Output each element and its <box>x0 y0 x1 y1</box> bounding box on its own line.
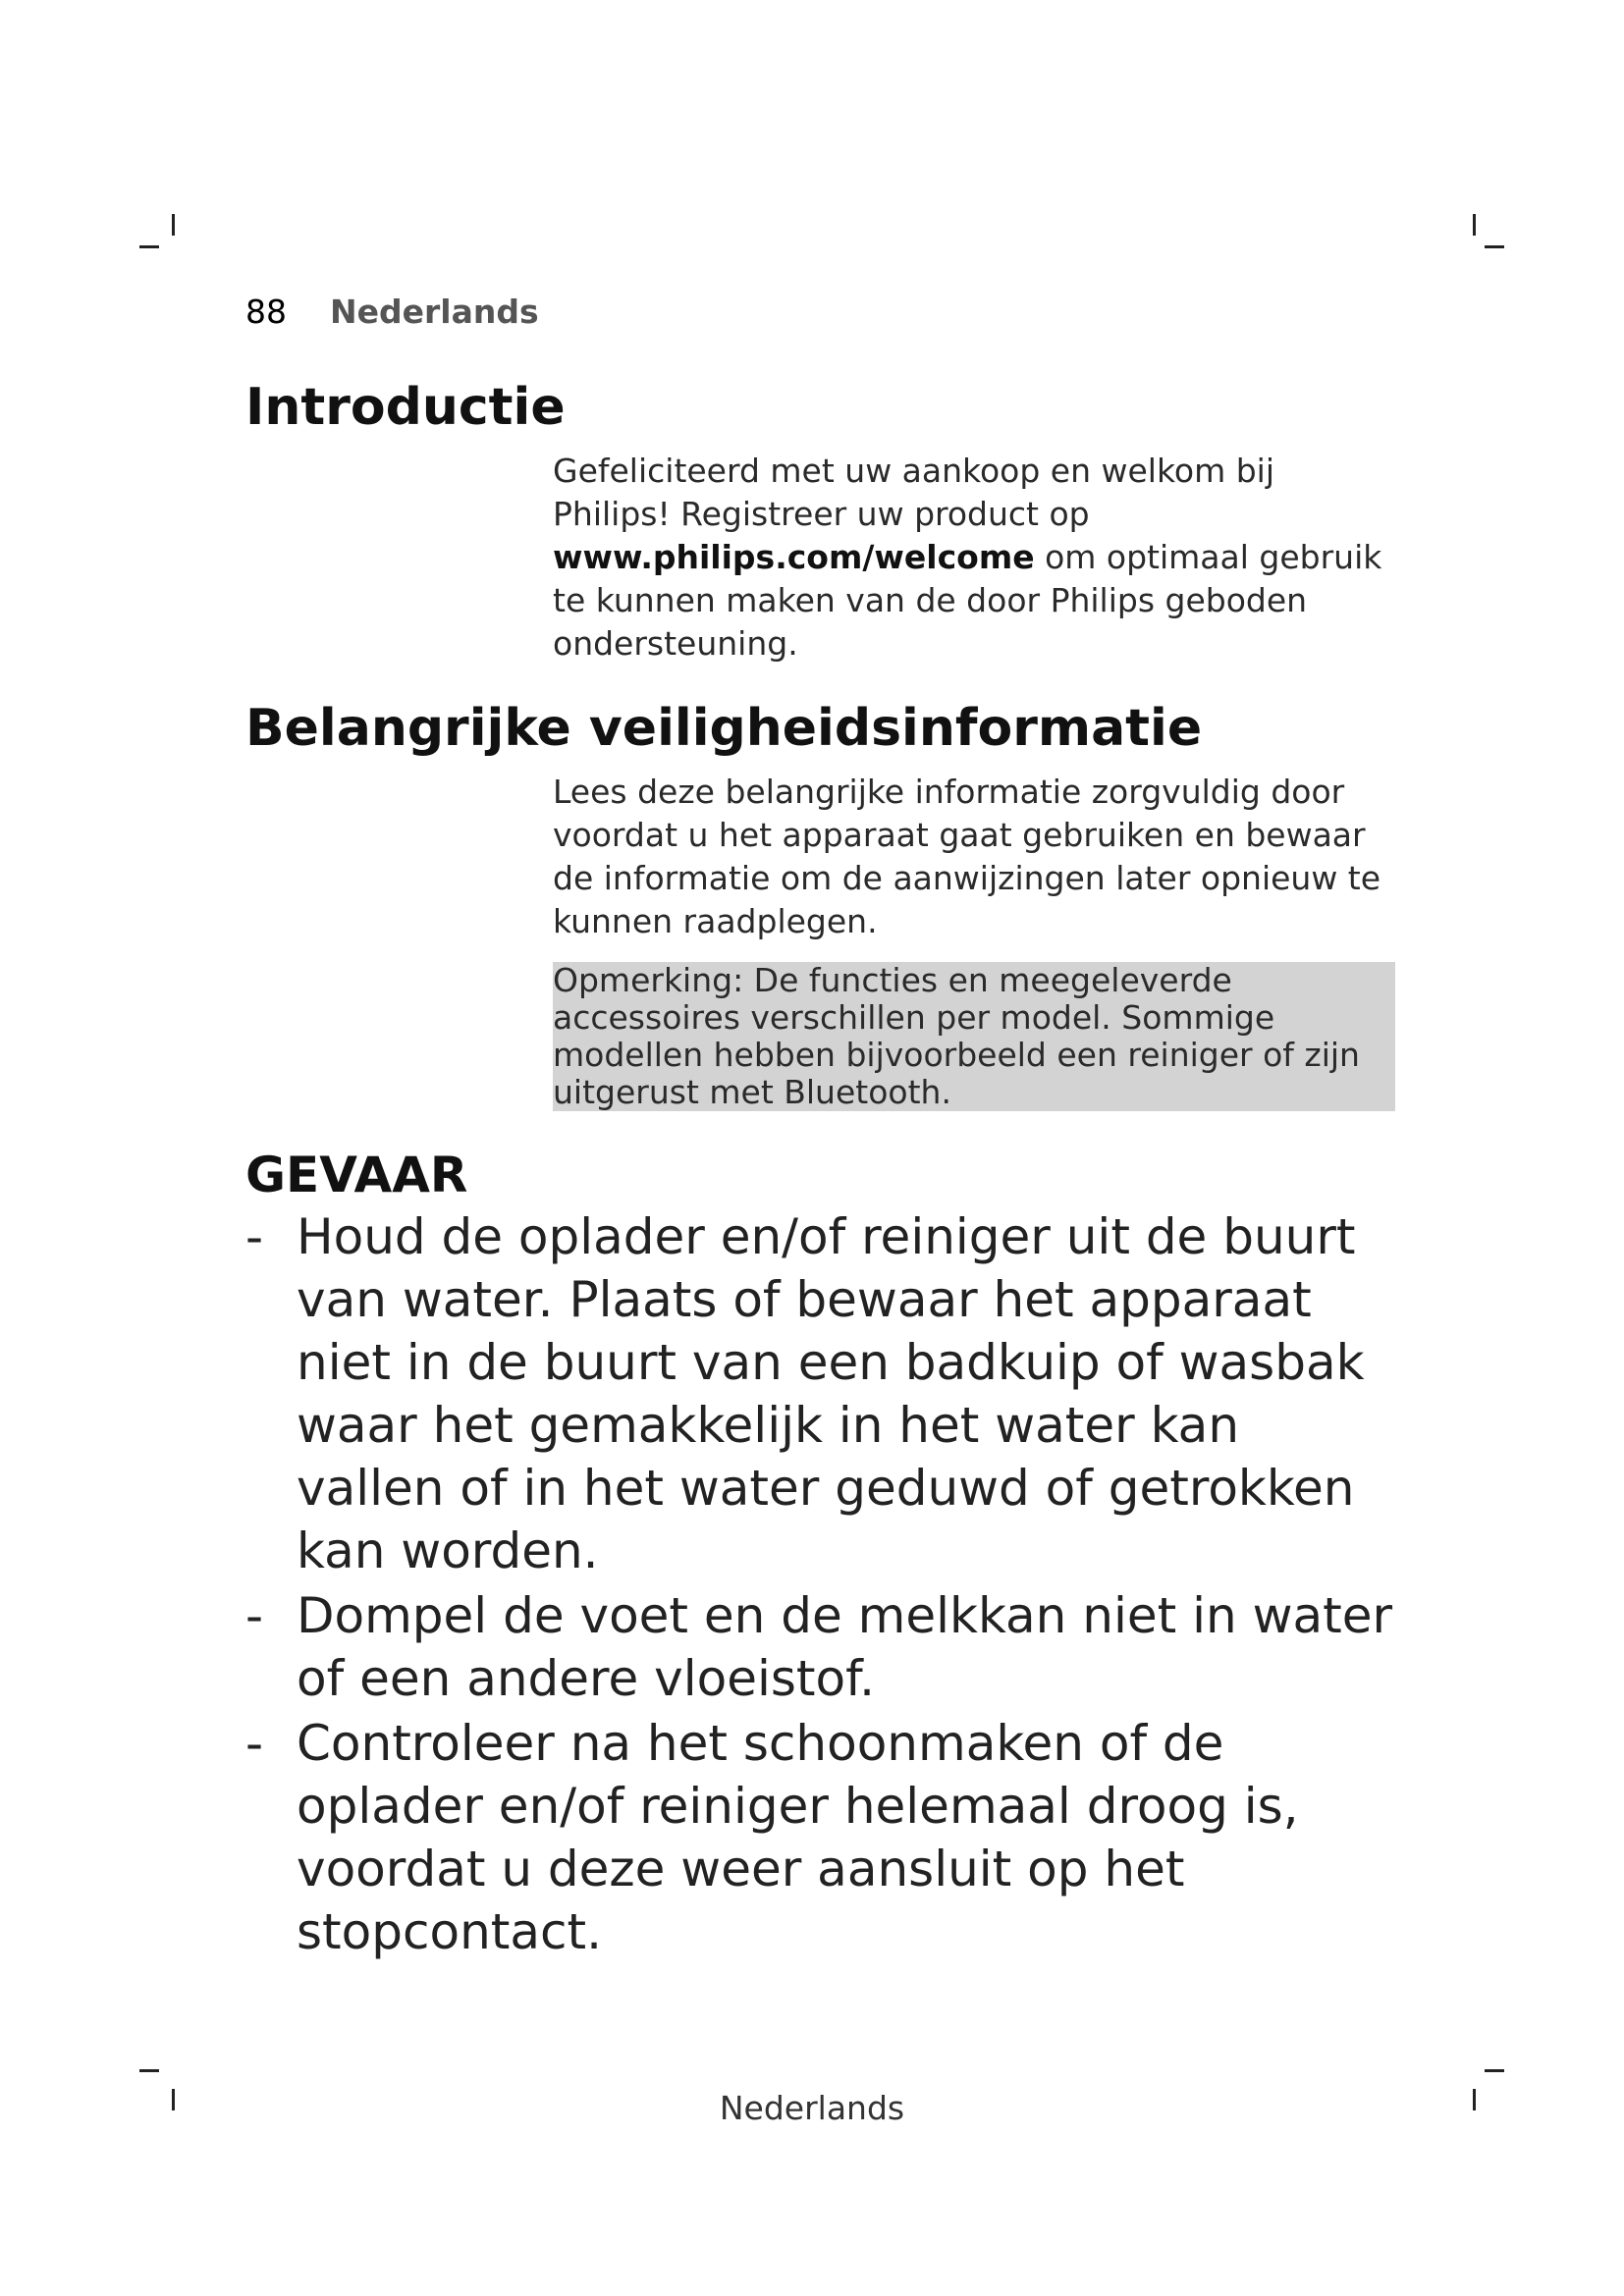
danger-list <box>245 1205 1394 1965</box>
header-language: Nederlands <box>330 293 539 331</box>
list-item <box>245 1712 1394 1963</box>
note-box: Opmerking: De functies en meegeleverde accessoires verschillen per model. Sommige modellen hebben bijvoorbeeld een reiniger of zijn uitgerust met Bluetooth. <box>553 962 1395 1111</box>
crop-mark-top-left-h <box>139 245 159 248</box>
intro-heading: Introductie <box>245 378 566 437</box>
intro-text-after-link: om optimaal gebruik te kunnen maken van de door Philips geboden ondersteuning. <box>553 538 1382 663</box>
page-header <box>245 293 539 331</box>
crop-mark-bottom-right-h <box>1485 2069 1504 2072</box>
crop-mark-top-left-v <box>172 214 175 236</box>
danger-item-text: Houd de oplader en/of reiniger uit de buurt van water. Plaats of bewaar het apparaat niet in de buurt van een badkuip of wasbak waar het gemakkelijk in het water kan vallen of in het water geduwd of getrokken kan worden. <box>297 1208 1365 1579</box>
page-footer: Nederlands <box>719 2089 905 2127</box>
list-item <box>245 1584 1394 1710</box>
bullet-dash: - <box>245 1587 264 1644</box>
bullet-dash: - <box>245 1715 264 1772</box>
bullet-dash: - <box>245 1208 264 1265</box>
danger-item-text: Controleer na het schoonmaken of de oplader en/of reiniger helemaal droog is, voordat u deze weer aansluit op het stopcontact. <box>297 1715 1299 1960</box>
danger-heading: GEVAAR <box>245 1147 468 1203</box>
list-item <box>245 1205 1394 1582</box>
crop-mark-top-right-h <box>1485 245 1504 248</box>
safety-heading: Belangrijke veiligheidsinformatie <box>245 699 1203 758</box>
intro-text-before-link: Gefeliciteerd met uw aankoop en welkom bij Philips! Registreer uw product op <box>553 452 1275 533</box>
crop-mark-bottom-left-h <box>139 2069 159 2072</box>
intro-paragraph <box>553 450 1397 666</box>
crop-mark-top-right-v <box>1473 214 1476 236</box>
page-number: 88 <box>245 293 287 331</box>
safety-paragraph: Lees deze belangrijke informatie zorgvuldig door voordat u het apparaat gaat gebruiken en bewaar de informatie om de aanwijzingen later opnieuw te kunnen raadplegen. <box>553 773 1381 940</box>
intro-link[interactable]: www.philips.com/welcome <box>553 538 1035 576</box>
danger-item-text: Dompel de voet en de melkkan niet in water of een andere vloeistof. <box>297 1587 1393 1707</box>
